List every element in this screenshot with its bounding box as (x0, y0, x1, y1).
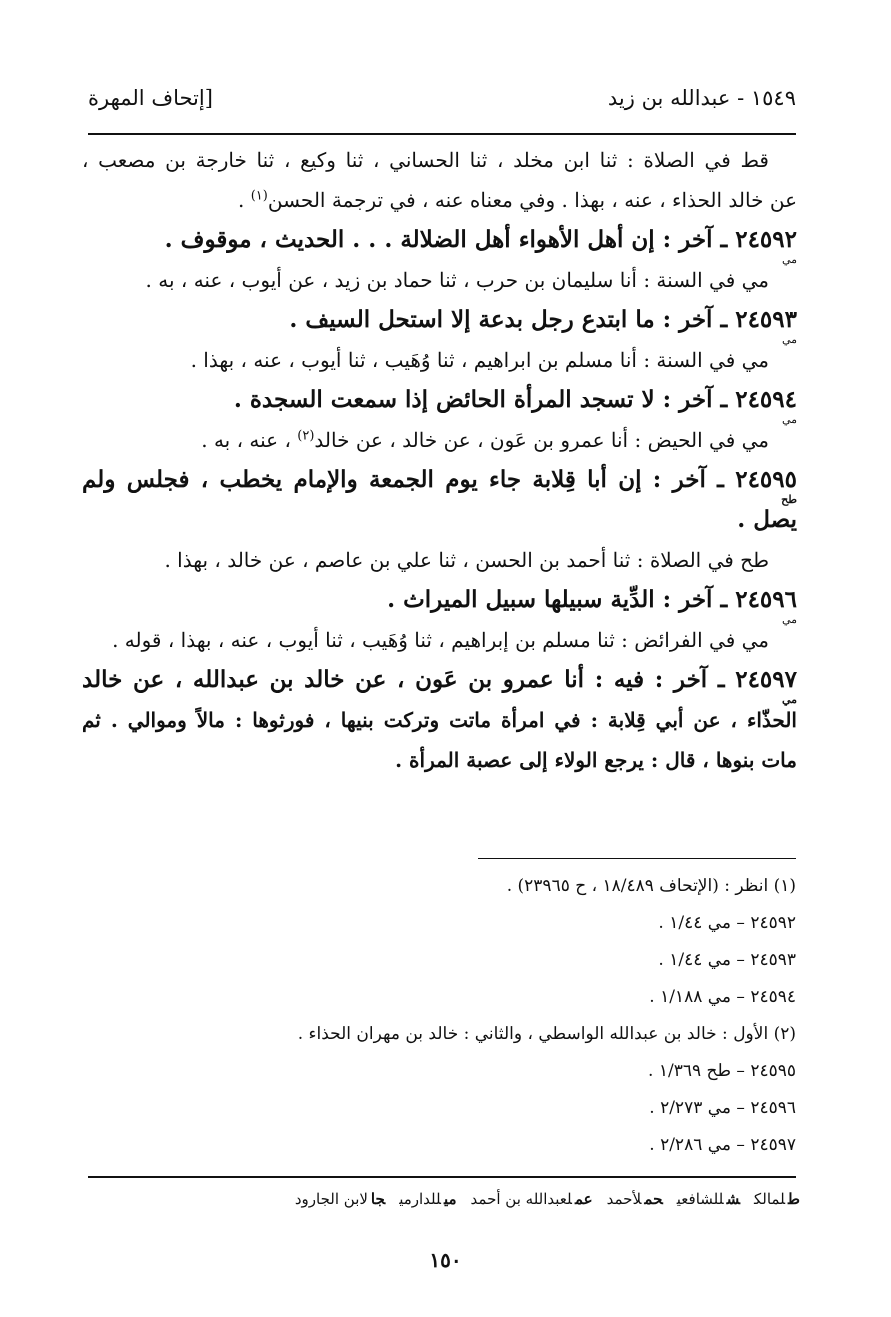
footnote-line: ٢٤٥٩٦ – مي ٢/٢٧٣ . (649, 1098, 796, 1118)
line-text-tail: . (238, 188, 251, 212)
source-siglum: مي (781, 253, 797, 266)
sigla-legend (86, 1190, 800, 1208)
footnote-line: (١) انظر : (الإتحاف ١٨/٤٨٩ ، ح ٢٣٩٦٥) . (506, 876, 796, 896)
footnote-line: ٢٤٥٩٧ – مي ٢/٢٨٦ . (649, 1135, 796, 1155)
main-text (82, 140, 797, 780)
text-line (82, 220, 797, 260)
line-text: ٢٤٥٩٢ ـ آخر : إن أهل الأهواء أهل الضلالة . . . الحديث ، موقوف . (164, 226, 797, 253)
text-line (82, 333, 797, 380)
header-rule (88, 133, 796, 135)
legend-label: للشافعي (676, 1190, 724, 1208)
legend-item (399, 1190, 456, 1208)
legend-siglum: عم (575, 1190, 593, 1208)
text-line (82, 493, 797, 540)
footnote-line: ٢٤٥٩٤ – مي ١/١٨٨ . (649, 987, 796, 1007)
book-title: [إتحاف المهرة (88, 86, 213, 110)
legend-label: لأحمد (606, 1190, 642, 1208)
text-line (82, 380, 797, 420)
legend-item (471, 1190, 593, 1208)
running-title: ١٥٤٩ - عبدالله بن زيد (607, 86, 796, 110)
line-text: الحذّاء ، عن أبي قِلابة : في امرأة ماتت وتركت بنيها ، فورثوها : مالاً وموالي . ثم (82, 708, 797, 732)
line-text: مي في الفرائض : ثنا مسلم بن إبراهيم ، ثنا وُهَيب ، ثنا أيوب ، عنه ، بهذا ، قوله . (112, 628, 769, 652)
text-line (82, 253, 797, 300)
legend-label: لمالك (753, 1190, 786, 1208)
footnote-line: (٢) الأول : خالد بن عبدالله الواسطي ، والثاني : خالد بن مهران الحذاء . (297, 1024, 796, 1044)
footnote-ref[interactable]: (٢) (297, 428, 315, 444)
footnote-line: ٢٤٥٩٢ – مي ١/٤٤ . (658, 913, 796, 933)
text-line (82, 300, 797, 340)
line-text: ٢٤٥٩٧ ـ آخر : فيه : أنا عمرو بن عَون ، عن خالد بن عبدالله ، عن خالد (82, 666, 797, 693)
footnote-ref[interactable]: (١) (250, 188, 268, 204)
line-text: مي في السنة : أنا سليمان بن حرب ، ثنا حماد بن زيد ، عن أيوب ، عنه ، به . (145, 268, 769, 292)
line-text: قط في الصلاة : ثنا ابن مخلد ، ثنا الحساني ، ثنا وكيع ، ثنا خارجة بن مصعب ، (82, 148, 769, 172)
legend-item (677, 1190, 740, 1208)
text-line (82, 740, 797, 780)
text-line (82, 540, 797, 580)
line-text: عن خالد الحذاء ، عنه ، بهذا . وفي معناه عنه ، في ترجمة الحسن (267, 188, 797, 212)
legend-label: لعبدالله بن أحمد (470, 1190, 572, 1208)
legend-siglum: حم (644, 1190, 663, 1208)
text-line (82, 460, 797, 500)
source-siglum: مي (781, 693, 797, 706)
legend-siglum: جا (370, 1190, 386, 1208)
text-line (82, 140, 797, 180)
source-siglum: مي (781, 413, 797, 426)
footnote-line: ٢٤٥٩٣ – مي ١/٤٤ . (658, 950, 796, 970)
line-text: ٢٤٥٩٥ ـ آخر : إن أبا قِلابة جاء يوم الجمعة والإمام يخطب ، فجلس ولم (82, 466, 797, 493)
legend-siglum: ش (726, 1190, 740, 1208)
line-text: مي في السنة : أنا مسلم بن ابراهيم ، ثنا وُهَيب ، ثنا أيوب ، عنه ، بهذا . (190, 348, 769, 372)
legend-label: لابن الجارود (294, 1190, 368, 1208)
line-text: ٢٤٥٩٤ ـ آخر : لا تسجد المرأة الحائض إذا سمعت السجدة . (233, 386, 797, 413)
line-text: مات بنوها ، قال : يرجع الولاء إلى عصبة المرأة . (395, 748, 797, 772)
source-siglum: مي (781, 613, 797, 626)
footnote-rule (478, 858, 796, 859)
line-text: طح في الصلاة : ثنا أحمد بن الحسن ، ثنا علي بن عاصم ، عن خالد ، بهذا . (164, 548, 769, 572)
page-header (88, 86, 796, 122)
legend-label: للدارمي (399, 1190, 441, 1208)
text-line (82, 660, 797, 700)
source-siglum: مي (781, 333, 797, 346)
text-line (82, 613, 797, 660)
text-line (82, 693, 797, 740)
line-text: ٢٤٥٩٣ ـ آخر : ما ابتدع رجل بدعة إلا استحل السيف . (289, 306, 797, 333)
line-text-tail: ، عنه ، به . (201, 428, 298, 452)
source-siglum: طح (781, 493, 797, 506)
page-number: ١٥٠ (429, 1248, 462, 1272)
line-text: مي في الحيض : أنا عمرو بن عَون ، عن خالد ، عن خالد (314, 428, 769, 452)
legend-item (295, 1190, 385, 1208)
legend-item (607, 1190, 663, 1208)
footnotes (236, 868, 796, 1164)
legend-siglum: مي (443, 1190, 457, 1208)
text-line (82, 580, 797, 620)
line-text: ٢٤٥٩٦ ـ آخر : الدِّية سبيلها سبيل الميراث . (387, 586, 797, 613)
line-text: يصل . (737, 506, 797, 533)
footnote-line: ٢٤٥٩٥ – طح ١/٣٦٩ . (648, 1061, 796, 1081)
legend-siglum: ط (788, 1190, 800, 1208)
legend-item (754, 1190, 800, 1208)
text-line (82, 413, 797, 460)
text-line (82, 180, 797, 220)
legend-rule (88, 1176, 796, 1178)
